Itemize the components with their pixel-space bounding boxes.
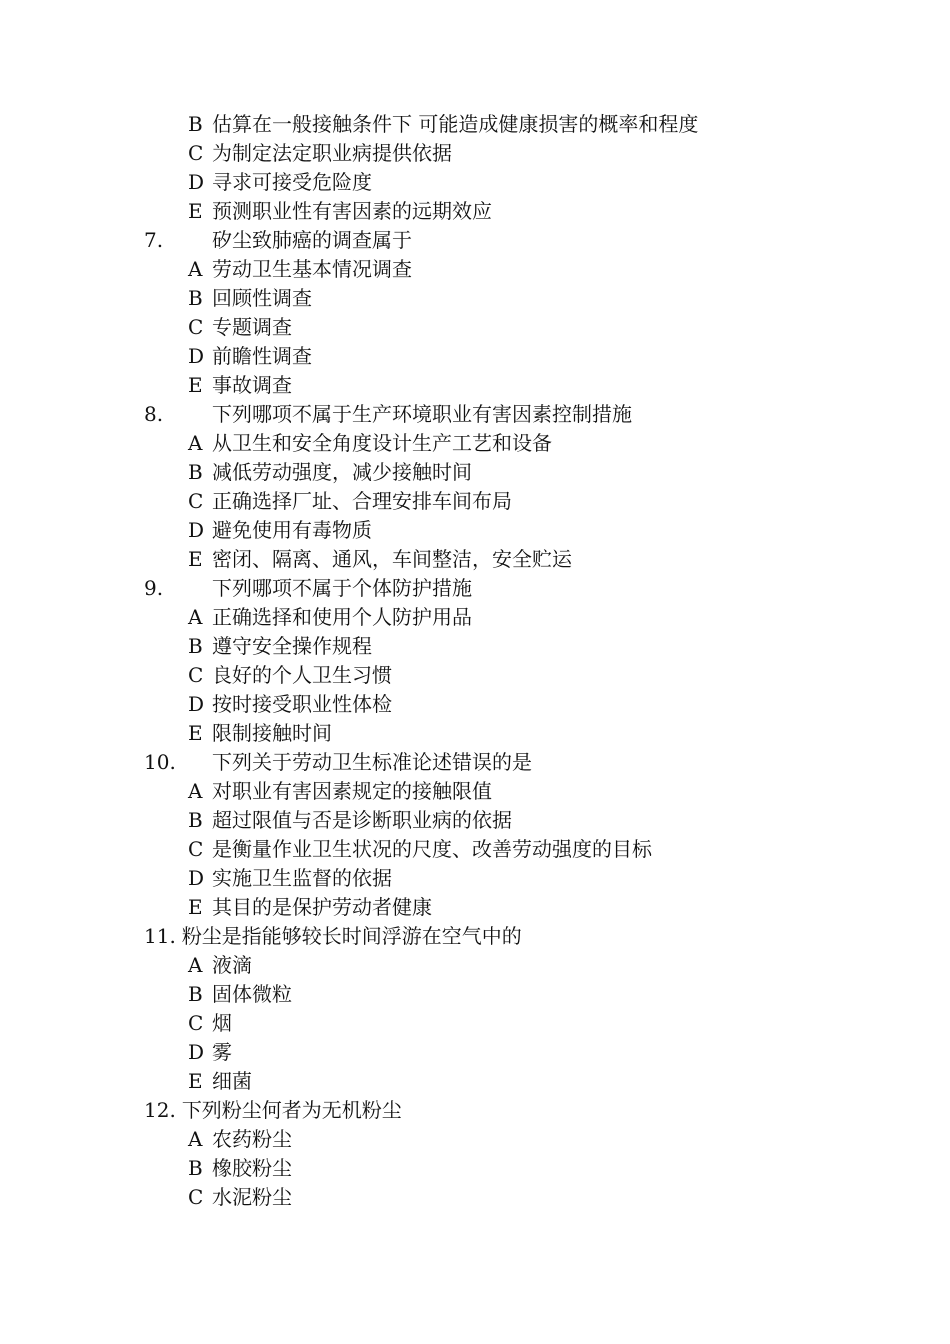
option-line — [0, 197, 950, 226]
question-stem — [0, 226, 950, 255]
option-text: 烟 — [212, 1011, 232, 1035]
option-text: 对职业有害因素规定的接触限值 — [212, 779, 492, 803]
option-text: 寻求可接受危险度 — [212, 170, 372, 194]
question-number: 9. — [144, 576, 164, 600]
option-line — [0, 255, 950, 284]
option-letter: B — [188, 634, 203, 658]
option-text: 正确选择厂址、合理安排车间布局 — [212, 489, 512, 513]
option-text: 劳动卫生基本情况调查 — [212, 257, 412, 281]
option-letter: D — [188, 692, 205, 716]
option-line — [0, 719, 950, 748]
option-letter: C — [188, 837, 204, 861]
question-number: 10. — [144, 750, 176, 774]
option-text: 实施卫生监督的依据 — [212, 866, 392, 890]
option-line — [0, 1125, 950, 1154]
option-line — [0, 1183, 950, 1212]
question-stem — [0, 1096, 950, 1125]
option-text: 超过限值与否是诊断职业病的依据 — [212, 808, 512, 832]
option-letter: E — [188, 199, 203, 223]
option-text: 事故调查 — [212, 373, 292, 397]
intro-options — [0, 110, 950, 226]
option-text: 良好的个人卫生习惯 — [212, 663, 392, 687]
option-text: 是衡量作业卫生状况的尺度、改善劳动强度的目标 — [212, 837, 652, 861]
option-letter: E — [188, 1069, 203, 1093]
option-letter: B — [188, 808, 203, 832]
option-line — [0, 690, 950, 719]
option-text: 避免使用有毒物质 — [212, 518, 372, 542]
document-page — [0, 110, 950, 1212]
question-block — [0, 1096, 950, 1212]
question-number: 7. — [144, 228, 164, 252]
question-stem — [0, 748, 950, 777]
option-line — [0, 284, 950, 313]
option-letter: D — [188, 170, 205, 194]
option-letter: E — [188, 373, 203, 397]
option-text: 从卫生和安全角度设计生产工艺和设备 — [212, 431, 552, 455]
option-text: 雾 — [212, 1040, 232, 1064]
option-text: 回顾性调查 — [212, 286, 312, 310]
option-text: 专题调查 — [212, 315, 292, 339]
option-text: 水泥粉尘 — [212, 1185, 292, 1209]
option-line — [0, 661, 950, 690]
question-text: 矽尘致肺癌的调查属于 — [212, 228, 412, 252]
question-block — [0, 574, 950, 748]
option-letter: D — [188, 344, 205, 368]
option-line — [0, 777, 950, 806]
option-letter: B — [188, 460, 203, 484]
option-text: 固体微粒 — [212, 982, 292, 1006]
option-line — [0, 371, 950, 400]
option-line — [0, 1067, 950, 1096]
option-letter: C — [188, 1185, 204, 1209]
option-line — [0, 1154, 950, 1183]
question-text: 下列哪项不属于生产环境职业有害因素控制措施 — [212, 402, 632, 426]
option-letter: C — [188, 489, 204, 513]
question-list — [0, 226, 950, 1212]
option-letter: C — [188, 1011, 204, 1035]
option-letter: E — [188, 895, 203, 919]
question-stem — [0, 400, 950, 429]
option-line — [0, 603, 950, 632]
option-letter: D — [188, 866, 205, 890]
option-line — [0, 632, 950, 661]
option-line — [0, 1038, 950, 1067]
option-letter: B — [188, 286, 203, 310]
option-line — [0, 487, 950, 516]
option-line — [0, 168, 950, 197]
option-line — [0, 313, 950, 342]
question-block — [0, 226, 950, 400]
option-letter: A — [188, 953, 203, 977]
option-letter: D — [188, 518, 205, 542]
option-line — [0, 951, 950, 980]
option-line — [0, 980, 950, 1009]
question-block — [0, 748, 950, 922]
option-line — [0, 139, 950, 168]
option-text: 预测职业性有害因素的远期效应 — [212, 199, 492, 223]
option-line — [0, 1009, 950, 1038]
question-text: 粉尘是指能够较长时间浮游在空气中的 — [181, 924, 522, 948]
option-letter: B — [188, 112, 203, 136]
question-number: 11. — [144, 924, 176, 948]
option-line — [0, 806, 950, 835]
option-text: 细菌 — [212, 1069, 252, 1093]
option-letter: C — [188, 141, 204, 165]
option-text: 限制接触时间 — [212, 721, 332, 745]
option-text: 按时接受职业性体检 — [212, 692, 392, 716]
option-text: 橡胶粉尘 — [212, 1156, 292, 1180]
question-number: 8. — [144, 402, 164, 426]
option-line — [0, 893, 950, 922]
option-letter: D — [188, 1040, 205, 1064]
option-text: 估算在一般接触条件下 可能造成健康损害的概率和程度 — [212, 112, 699, 136]
option-letter: A — [188, 257, 203, 281]
option-line — [0, 545, 950, 574]
option-letter: E — [188, 721, 203, 745]
option-letter: B — [188, 1156, 203, 1180]
option-letter: C — [188, 315, 204, 339]
option-letter: A — [188, 1127, 203, 1151]
option-letter: A — [188, 779, 203, 803]
option-text: 密闭、隔离、通风，车间整洁，安全贮运 — [212, 547, 572, 571]
option-line — [0, 835, 950, 864]
option-text: 减低劳动强度，减少接触时间 — [212, 460, 472, 484]
question-stem — [0, 922, 950, 951]
option-letter: C — [188, 663, 204, 687]
question-block — [0, 400, 950, 574]
option-line — [0, 864, 950, 893]
question-number: 12. — [144, 1098, 176, 1122]
option-text: 其目的是保护劳动者健康 — [212, 895, 432, 919]
question-text: 下列粉尘何者为无机粉尘 — [181, 1098, 402, 1122]
option-line — [0, 342, 950, 371]
option-text: 为制定法定职业病提供依据 — [212, 141, 452, 165]
question-stem — [0, 574, 950, 603]
question-block — [0, 922, 950, 1096]
option-line — [0, 429, 950, 458]
option-letter: B — [188, 982, 203, 1006]
question-text: 下列哪项不属于个体防护措施 — [212, 576, 472, 600]
option-letter: E — [188, 547, 203, 571]
option-line — [0, 516, 950, 545]
option-text: 农药粉尘 — [212, 1127, 292, 1151]
option-text: 正确选择和使用个人防护用品 — [212, 605, 472, 629]
option-line — [0, 110, 950, 139]
option-letter: A — [188, 605, 203, 629]
option-letter: A — [188, 431, 203, 455]
question-text: 下列关于劳动卫生标准论述错误的是 — [212, 750, 532, 774]
option-text: 遵守安全操作规程 — [212, 634, 372, 658]
option-text: 液滴 — [212, 953, 252, 977]
option-line — [0, 458, 950, 487]
option-text: 前瞻性调查 — [212, 344, 312, 368]
